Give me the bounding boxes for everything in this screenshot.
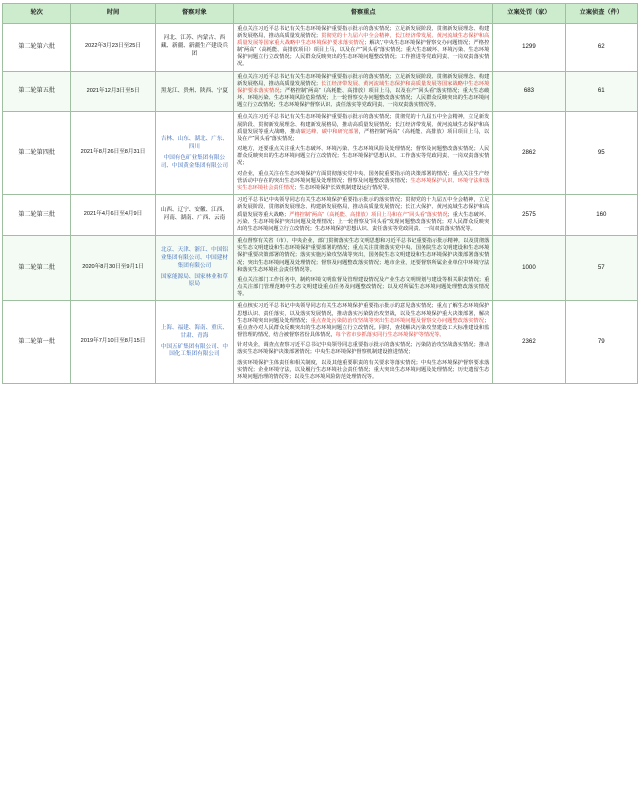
- cell-punish-count: 1000: [493, 236, 565, 301]
- focus-paragraph: [237, 171, 489, 193]
- focus-text: 重点关注习近平总书记有关生态环境保护重要指示批示的落实情况；贯彻党的十九届五中全会精神，立足新发展阶段、贯彻新发展理念、构建新发展格局，推动高质量发展情况；长江经济带发展、黄河流域生态保护和高质量发展等重大战略，推动: [237, 114, 490, 135]
- target-entry[interactable]: 上海、福建、海南、重庆、甘肃、青海: [160, 325, 228, 340]
- focus-paragraph: [237, 197, 489, 233]
- target-entry: 山西、辽宁、安徽、江西、河南、湖南、广西、云南: [160, 207, 228, 222]
- table-header-row: [3, 4, 638, 24]
- cell-punish-count: 2862: [493, 112, 565, 195]
- cell-target: [155, 195, 233, 236]
- cell-time: 2021年8月26日至8月31日: [71, 112, 155, 195]
- cell-target[interactable]: [155, 112, 233, 195]
- focus-highlight-text: 长江经济带发展、黄河流域生态保护和高质量发展等国家战略中生态环境保护要求落实情况: [237, 80, 490, 94]
- focus-text: ，严格控制“两高”（高耗能、高排放）项目项目上马，以及在产“回头看”落实情况；: [237, 128, 490, 142]
- cell-target[interactable]: [155, 236, 233, 301]
- cell-round: 第二轮第一批: [3, 301, 71, 384]
- focus-highlight-text: 每个省市步抓落实同行生态环境保护等情况等。: [335, 332, 445, 339]
- target-entry: 黑龙江、贵州、陕西、宁夏: [160, 87, 228, 94]
- focus-paragraph: [237, 114, 489, 143]
- cell-investigation-count: 79: [565, 301, 637, 384]
- focus-text: ；解决','中央生态环境保护督察交办问题情况；严格控制“两高”（高耗能、高排放项目）项目上马，以及在产“回头看”落实情况；重大生态破坏、环境污染、生态环境保护问题立行立改情况；人民群众反映突出的生态环境问题整改情况；工作推进等党政同责、一岗双责落实情况。: [237, 39, 490, 68]
- column-header-time: 时间: [71, 4, 155, 24]
- cell-investigation-count: 95: [565, 112, 637, 195]
- target-entry[interactable]: 国家能源局、国家林业和草原局: [160, 273, 228, 288]
- cell-focus: [234, 195, 493, 236]
- target-entry[interactable]: 吉林、山东、湖北、广东、四川: [160, 136, 228, 151]
- cell-target[interactable]: [155, 301, 233, 384]
- table-row: [3, 236, 638, 301]
- cell-time: 2021年4月6日至4月9日: [71, 195, 155, 236]
- focus-text: 重点关注习近平总书记有关生态环境保护重要指示批示的落实情况；立足新发展阶段、贯彻新发展理念、构建新发展格局，推动高质量发展情况；: [237, 73, 490, 87]
- focus-text: 重点关注部门工作任务中，制约环境文明监督及管理建设情况及产业生态文明规划与建设等相关职责情况；重点关注部门管理范畴中生态文明建设重点任务及问题整改情况；以及对所属生态环境问题处理整改落实情况等。: [237, 276, 490, 298]
- column-header-target: 督察对象: [155, 4, 233, 24]
- column-header-punish-count: 立案处罚（家）: [493, 4, 565, 24]
- cell-target: [155, 71, 233, 112]
- table-header: [3, 4, 638, 24]
- cell-punish-count: 2575: [493, 195, 565, 236]
- cell-round: 第二轮第二批: [3, 236, 71, 301]
- inspection-rounds-table-sheet: [0, 0, 640, 386]
- focus-highlight-text: 贯彻党的十九届六中全会精神，长江经济带发展、黄河流域生态保护和高质量发展等国家重大战略中生态环境保护要求落实情况: [237, 32, 490, 46]
- cell-time: 2021年12月3日至5日: [71, 71, 155, 112]
- inspection-rounds-table: [2, 3, 638, 384]
- focus-highlight-text: 碳达峰、碳中和研究部署: [300, 128, 359, 135]
- focus-paragraph: [237, 277, 489, 299]
- cell-focus: [234, 236, 493, 301]
- cell-focus: [234, 301, 493, 384]
- focus-text: ；重大生态破坏、污染、生态环境保护突出问题及处理情况；上一轮督察及“回头看”发现问题整改落实情况；对人民群众反映突出的生态环境问题立行立改情况；生态环境保护思想认识、责任落实等党政同责、一岗双责落实情况等。: [237, 211, 490, 232]
- focus-highlight-text: 严格控制“两高”（高耗能、高排放）项目上马和在产“回头看”落实情况: [289, 211, 448, 218]
- focus-paragraph: [237, 74, 489, 110]
- column-header-focus: 督察重点: [234, 4, 493, 24]
- target-entry[interactable]: 中国有色矿业集团有限公司、中国黄金集团有限公司: [160, 154, 228, 169]
- target-entry: 河北、江苏、内蒙古、西藏、新疆、新疆生产建设兵团: [160, 35, 228, 57]
- cell-time: 2019年7月10日至8月15日: [71, 301, 155, 384]
- cell-round: 第二轮第六批: [3, 23, 71, 71]
- focus-text: 落实环境保护主体责任和相关制度，以及其他重要职责的有关要求等落实情况；中央生态环境保护督察要求落实情况；企业环境守法，以及履行生态环境社会责任情况；重大突出生态环境问题及处理情况；历史遗留生态环境问题治理的情况等；以及生态环境风险防范处理情况等。: [237, 359, 490, 380]
- target-entry[interactable]: 中国五矿集团有限公司、中国化工集团有限公司: [160, 343, 228, 358]
- cell-time: 2022年3月23日至25日: [71, 23, 155, 71]
- focus-paragraph: [237, 146, 489, 168]
- cell-investigation-count: 62: [565, 23, 637, 71]
- focus-highlight-text: 重点查处污染防治攻坚战等突出生态环境问题及督察交办问题整改落实情况: [310, 317, 485, 324]
- focus-paragraph: [237, 360, 489, 382]
- column-header-investigation-count: 立案侦查（件）: [565, 4, 637, 24]
- focus-text: 重点关注习近平总书记有关生态环境保护重要指示批示的落实情况；立足新发展阶段、贯彻新发展理念、构建新发展格局，推动高质量发展情况；: [237, 25, 490, 39]
- table-row: [3, 23, 638, 71]
- focus-paragraph: [237, 238, 489, 274]
- cell-round: 第二轮第五批: [3, 71, 71, 112]
- cell-target: [155, 23, 233, 71]
- cell-punish-count: 683: [493, 71, 565, 112]
- cell-round: 第二轮第三批: [3, 195, 71, 236]
- focus-text: 习近平总书记中央领导同志有关生态环境保护重要指示批示的落实情况；贯彻党的十九届五中全会精神，立足新发展阶段、贯彻新发展理念、构建新发展格局，推动高质量发展情况；长江大保护、黄河流域生态保护和高质量发展等重大战略；: [237, 197, 490, 218]
- column-header-round: 轮次: [3, 4, 71, 24]
- focus-paragraph: [237, 303, 489, 339]
- focus-text: 对地方，还要重点关注重大生态破坏、环境污染、生态环境风险及处理情况；督察及问题整改落实情况；人民群众反映突出的生态环境问题立行立改情况；生态环境保护思想认识、工作落实等党政同责、一岗双责落实情况；: [237, 146, 490, 167]
- focus-text: 针对央企，调查点查察习近平总书记中央领导同志重要指示批示的落实情况；污染防治攻坚战落实情况；推动落实生态环境保护决策部署情况；中央生态环境保护督察机制建设推进情况；: [237, 342, 490, 356]
- table-row: [3, 195, 638, 236]
- focus-text: 重点督察有关省（市）、中央企业，部门贯彻落实生态文明思想和习近平总书记重要指示批示精神，以及贯彻落实生态文明建设和生态环境保护重要部署的情况；重点关注贯彻落实党中央、国务院生态文明建设和生态环境保护重要决策部署的情况；落实实施污染攻坚战等突出，国务院生态文明建设和生态环境保护决策部署落实情况；突出生态环境问题及处理情况；督察及问题整改落实情况；地市企业，还要督察所属企业单位中环境守法和落实生态环境社会责任情况等。: [237, 238, 490, 273]
- cell-punish-count: 2362: [493, 301, 565, 384]
- focus-text: ；严格控制“两高”（高耗能、高排放）项目上马，以及在产“回头看”落实情况；重大生态破坏、环境污染、生态环境风险危险情况；上一轮督察交办问题整改落实情况；人民群众反映突出的生态环境问题立行立改情况；生态环境保护督察认识、责任落实等党政同责、一岗双责落实情况等。: [237, 87, 490, 109]
- cell-focus: [234, 71, 493, 112]
- cell-punish-count: 1299: [493, 23, 565, 71]
- table-row: [3, 112, 638, 195]
- target-entry[interactable]: 北京、天津、浙江、中国铝业集团有限公司、中国建材集团有限公司: [160, 247, 228, 269]
- table-row: [3, 301, 638, 384]
- table-body: [3, 23, 638, 384]
- focus-text: ；重点查办对人民群众反映突出的生态环境问题立行立改情况。同时，查找解决污染攻坚建设工大标准建设和监督管理的情况，结合被督察省份具体情况，: [237, 317, 490, 339]
- table-row: [3, 71, 638, 112]
- focus-paragraph: [237, 26, 489, 69]
- focus-highlight-text: 生态环境保护认识、环境守法和落实生态环境社会责任情况: [237, 177, 490, 191]
- cell-investigation-count: 57: [565, 236, 637, 301]
- cell-round: 第二轮第四批: [3, 112, 71, 195]
- cell-focus: [234, 112, 493, 195]
- focus-text: 重点核实习近平总书记中央领导同志有关生态环境保护重要指示批示的意见落实情况；重点了解生态环境保护思想认识、责任落实，以及落实发展情况，推动落实污染防治攻坚战，以及生态环境保护重大决策部署，解决生态环境突出问题及处理情况；: [237, 303, 490, 324]
- focus-text: 对企业，重点关注在生态环境保护方面贯彻落实党中央、国务院重要指示的决策部署的情况；重点关注生产经营活动中存在的突出生态环境问题及处理情况；督察及问题整改落实情况；: [237, 170, 490, 184]
- cell-investigation-count: 160: [565, 195, 637, 236]
- focus-text: ；生态环境保护长效机制建设运行情况等。: [294, 184, 393, 191]
- cell-investigation-count: 61: [565, 71, 637, 112]
- focus-paragraph: [237, 342, 489, 356]
- cell-time: 2020年8月30日至9月1日: [71, 236, 155, 301]
- cell-focus: [234, 23, 493, 71]
